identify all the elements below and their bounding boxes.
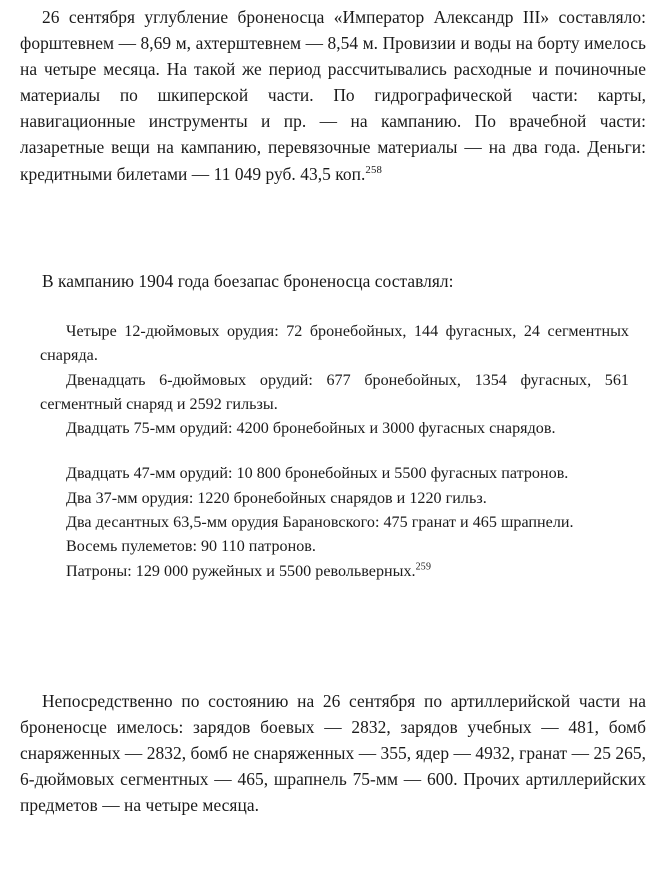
ammunition-list-item-text: Два десантных 63,5-мм орудия Барановского: 475 гранат и 465 шрапнели. <box>66 514 574 532</box>
ammunition-list-item <box>40 560 629 584</box>
footnote-marker-259[interactable]: 259 <box>415 561 432 573</box>
ammunition-list-item-text: Двенадцать 6-дюймовых орудий: 677 бронебойных, 1354 фугасных, 561 сегментный снаряд и 2592 гильзы. <box>40 371 629 413</box>
paragraph-lead-block <box>20 268 646 294</box>
ammunition-list-item <box>40 462 629 486</box>
ammunition-list-item-text: Четыре 12-дюймовых орудия: 72 бронебойных, 144 фугасных, 24 сегментных снаряда. <box>40 323 629 365</box>
ammunition-list-item-text: Восемь пулеметов: 90 110 патронов. <box>66 538 316 556</box>
ammunition-list-item-text: Два 37-мм орудия: 1220 бронебойных снарядов и 1220 гильз. <box>66 489 487 507</box>
ammunition-list-item-text: Патроны: 129 000 ружейных и 5500 револьверных. <box>66 562 416 580</box>
ammunition-list-item <box>40 535 629 559</box>
ammunition-list-item <box>40 417 629 441</box>
ammunition-list-item <box>40 369 629 418</box>
paragraph-outro-block <box>20 688 646 818</box>
ammunition-list <box>40 320 629 584</box>
ammunition-list-item <box>40 320 629 369</box>
paragraph-intro-block <box>20 4 646 187</box>
paragraph-lead: В кампанию 1904 года боезапас броненосца составлял: <box>42 271 454 291</box>
paragraph-intro <box>20 4 646 187</box>
footnote-marker-258[interactable]: 258 <box>365 163 383 176</box>
ammunition-list-item <box>40 487 629 511</box>
ammunition-list-item <box>40 511 629 535</box>
paragraph-outro: Непосредственно по состоянию на 26 сентября по артиллерийской части на броненосце имелось: зарядов боевых — 2832, зарядов учебных — 481, бомб снаряженных — 2832, бомб не снаряженных — 355, ядер — 4932, гранат — 25 265, 6-дюймовых сегментных — 465, шрапнель 75-мм — 600. Прочих артиллерийских предметов — на четыре месяца. <box>20 691 646 816</box>
ammunition-list-item-text: Двадцать 47-мм орудий: 10 800 бронебойных и 5500 фугасных патронов. <box>66 465 569 483</box>
ammunition-list-item-text: Двадцать 75-мм орудий: 4200 бронебойных и 3000 фугасных снарядов. <box>66 420 556 438</box>
paragraph-intro-text: 26 сентября углубление броненосца «Император Александр III» составляло: форштевнем — 8,69 м, ахтерштевнем — 8,54 м. Провизии и воды на борту имелось на четыре месяца. На такой же период рассчитывались расходные и починочные материалы по шкиперской части. По гидрографической части: карты, навигационные инструменты и пр. — на кампанию. По врачебной части: лазаретные вещи на кампанию, перевязочные материалы — на два года. Деньги: кредитными билетами — 11 049 руб. 43,5 коп. <box>20 7 646 184</box>
